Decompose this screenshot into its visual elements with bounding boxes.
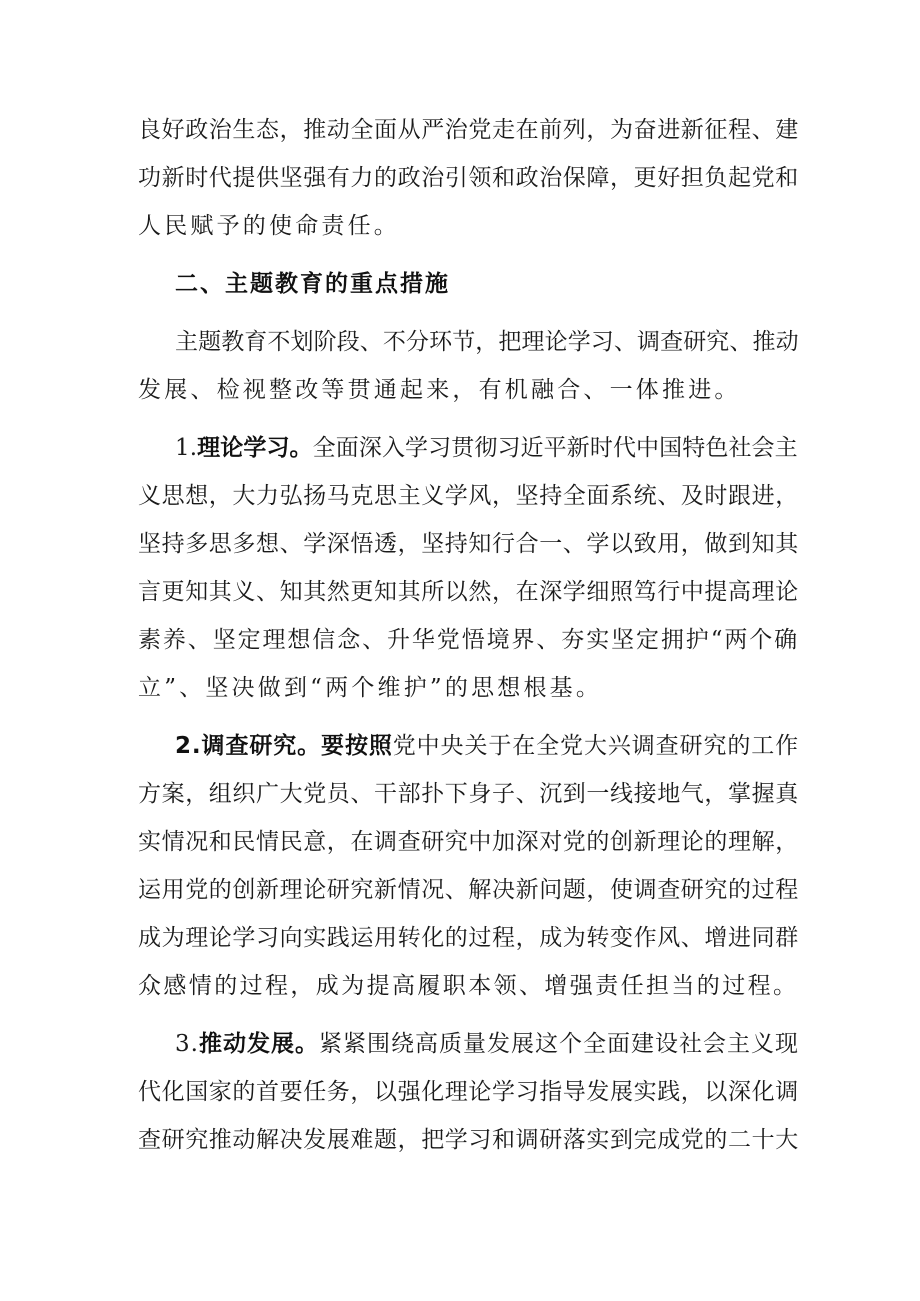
section-heading: 二、主题教育的重点措施 — [175, 271, 450, 297]
item2-line: 方案，组织广大党员、干部扑下身子、沉到一线接地气，掌握真 — [138, 781, 799, 807]
item1-number: 1. — [175, 435, 198, 461]
section-intro-line-1: 主题教育不划阶段、不分环节，把理论学习、调查研究、推动 — [175, 329, 799, 355]
item1-line: 立”、坚决做到“两个维护”的思想根基。 — [138, 675, 603, 701]
item2-line: 运用党的创新理论研究新情况、解决新问题，使调查研究的过程 — [138, 877, 799, 903]
intro-line-2: 功新时代提供坚强有力的政治引领和政治保障，更好担负起党和 — [138, 165, 799, 191]
item1-line: 言更知其义、知其然更知其所以然，在深学细照笃行中提高理论 — [138, 579, 799, 605]
intro-line-1: 良好政治生态，推动全面从严治党走在前列，为奋进新征程、建 — [138, 117, 799, 143]
intro-line-3: 人民赋予的使命责任。 — [138, 213, 400, 239]
item2-line: 成为理论学习向实践运用转化的过程，成为转变作风、增进同群 — [138, 925, 799, 951]
item1-first-line-text: 全面深入学习贯彻习近平新时代中国特色社会主 — [312, 435, 798, 461]
item3-title: 推动发展。 — [198, 1031, 319, 1057]
item1-line: 素养、坚定理想信念、升华党悟境界、夯实坚定拥护“两个确 — [138, 627, 800, 653]
item2-first-line — [175, 731, 799, 761]
item1-title: 理论学习。 — [197, 435, 313, 461]
section-intro-line-2: 发展、检视整改等贯通起来，有机融合、一体推进。 — [138, 377, 741, 403]
item1-line: 坚持多思多想、学深悟透，坚持知行合一、学以致用，做到知其 — [138, 531, 799, 557]
item1-first-line — [175, 433, 798, 463]
item2-line: 实情况和民情民意，在调查研究中加深对党的创新理论的理解， — [138, 829, 799, 855]
item3-line: 查研究推动解决发展难题，把学习和调研落实到完成党的二十大 — [138, 1127, 799, 1153]
item1-line: 义思想，大力弘扬马克思主义学风，坚持全面系统、及时跟进， — [138, 483, 799, 509]
item3-first-line — [175, 1029, 799, 1059]
item3-line: 代化国家的首要任务，以强化理论学习指导发展实践，以深化调 — [138, 1079, 799, 1105]
item2-number: 2. — [175, 733, 202, 759]
item2-line: 众感情的过程，成为提高履职本领、增强责任担当的过程。 — [138, 973, 799, 999]
item3-number: 3. — [175, 1031, 199, 1057]
item3-first-line-text: 紧紧围绕高质量发展这个全面建设社会主义现 — [318, 1031, 799, 1057]
item2-title: 调查研究。要按照 — [201, 733, 393, 759]
item2-first-line-text: 党中央关于在全党大兴调查研究的工作 — [392, 733, 800, 759]
